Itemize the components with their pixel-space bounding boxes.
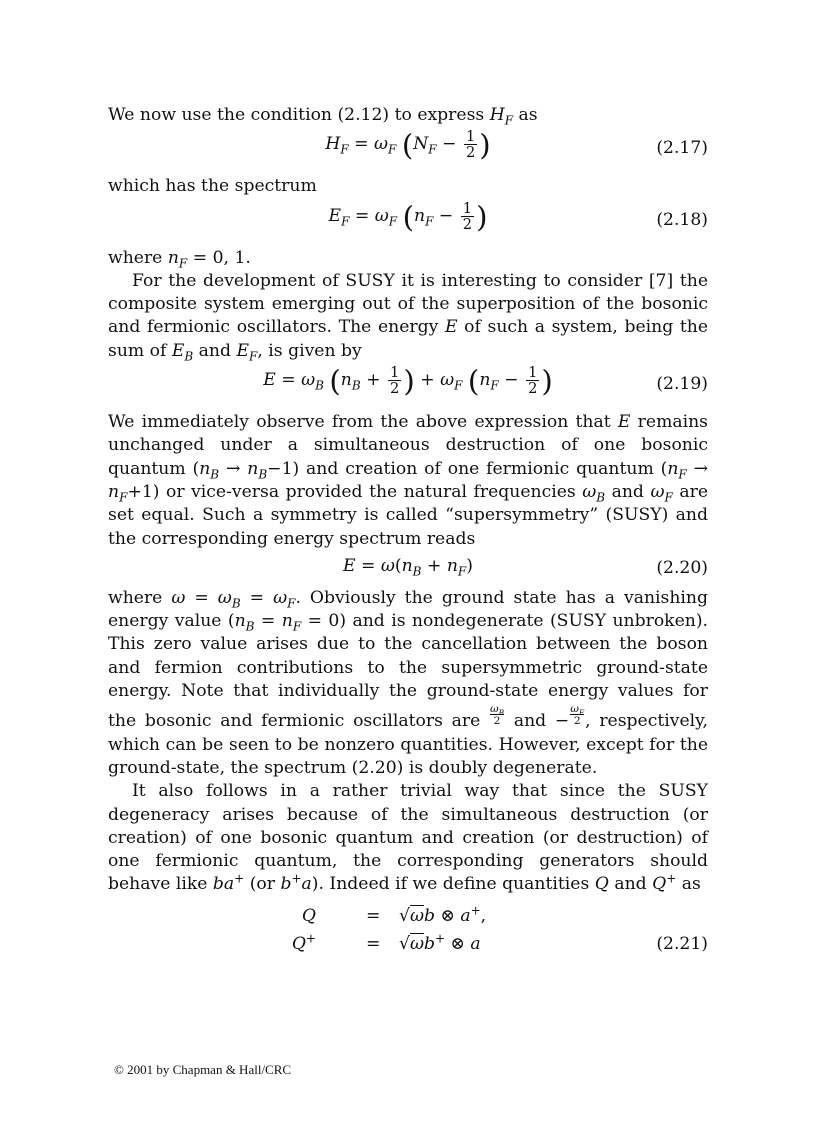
- page-body: [108, 104, 708, 963]
- equation-2-19: $E = \omega_B$ ($n_B$ + $\frac{1}{2}$ ) + $\omega_F$ ($n_F$ − $\frac{1}{2}$ ) (2.19): [263, 364, 708, 399]
- equation-number: (2.19): [656, 374, 708, 395]
- paragraph-4: For the development of SUSY it is interesting to consider [7] the composite system emerging out of the superposition of the bosonic and fermionic oscillators. The energy E of such a system, being the sum of $E_B$ and $E_F$, is given by: [108, 270, 709, 364]
- paragraph-7: It also follows in a rather trivial way that since the SUSY degeneracy arises because of the simultaneous destruction (or creation) of one bosonic quantum and creation (or destruction) of one fermionic quantum, the corresponding generators should behave like ba+ (or b+a). Indeed if we define quantities Q and Q+ as: [108, 781, 708, 895]
- equation-number: (2.20): [656, 557, 708, 578]
- equation-2-21: Q = √ωb ⊗ a+, Q+ = √ωb+ ⊗ a (2.21): [108, 901, 708, 959]
- paragraph-1: We now use the condition (2.12) to express $H_F$ as: [108, 105, 538, 128]
- equation-number: (2.21): [656, 933, 708, 954]
- equation-2-18: $E_F = \omega_F$ ($n_F$ − $\frac{1}{2}$ ) (2.18): [328, 199, 708, 234]
- copyright-footer: © 2001 by Chapman & Hall/CRC: [114, 1062, 292, 1077]
- equation-number: (2.18): [656, 209, 708, 230]
- paragraph-3: where $n_F = 0$, 1.: [108, 247, 251, 271]
- equation-2-17: $H_F = \omega_F$ ($N_F$ − $\frac{1}{2}$ ) (2.17): [325, 128, 708, 163]
- equation-number: (2.17): [656, 138, 708, 159]
- paragraph-6: where $\omega = \omega_B = \omega_F$. Obviously the ground state has a vanishing energy value $(n_B = n_F = 0)$ and is nondegenerate (SUSY unbroken). This zero value arises due to the cancellation between the boson and fermion contributions to the supersymmetric ground-state energy. Note that individually the ground-state energy values for the bosonic and fermionic oscillators are $\frac{\omega_B}{2}$ and − $\frac{\omega_F}{2}$ , respectively, which can be seen to be nonzero quantities. However, except for the ground-state, the spectrum (2.20) is doubly degenerate.: [108, 587, 709, 778]
- equation-2-20: $E = \omega(n_B + n_F)$ (2.20): [342, 555, 708, 579]
- paragraph-5: We immediately observe from the above expression that E remains unchanged under a simultaneous destruction of one bosonic quantum $(n_B \to n_B-1)$ and creation of one fermionic quantum $(n_F \to n_F+1)$ or vice-versa provided the natural frequencies $\omega_B$ and $\omega_F$ are set equal. Such a symmetry is called “supersymmetry” (SUSY) and the corresponding energy spectrum reads: [108, 412, 708, 549]
- paragraph-2: which has the spectrum: [108, 176, 317, 197]
